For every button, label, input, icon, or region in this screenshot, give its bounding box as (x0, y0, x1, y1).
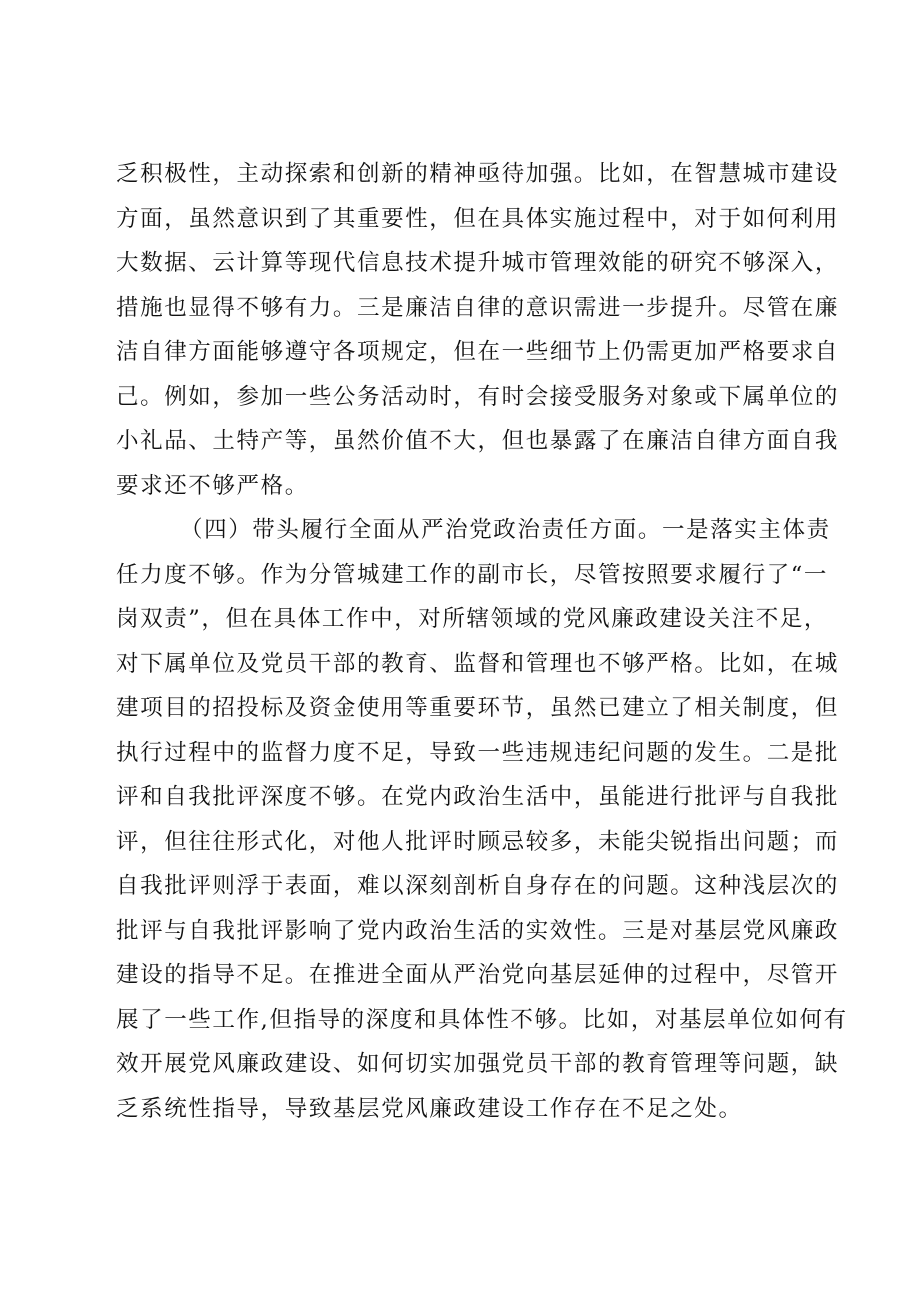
text-line: 要求还不够严格。 (116, 472, 309, 499)
text-line: 效开展党风廉政建设、如何切实加强党员干部的教育管理等问题，缺 (116, 1051, 840, 1077)
text-line: 建项目的招投标及资金使用等重要环节，虽然已建立了相关制度，但 (116, 695, 840, 721)
text-line: 小礼品、土特产等，虽然价值不大，但也暴露了在廉洁自律方面自我 (116, 428, 840, 454)
text-line: 乏系统性指导，导致基层党风廉政建设工作存在不足之处。 (116, 1095, 743, 1122)
text-line: 评和自我批评深度不够。在党内政治生活中，虽能进行批评与自我批 (116, 784, 840, 810)
text-line: 洁自律方面能够遵守各项规定，但在一些细节上仍需更加严格要求自 (116, 339, 840, 365)
text-line: （四）带头履行全面从严治党政治责任方面。一是落实主体责 (180, 517, 831, 543)
text-line: 方面，虽然意识到了其重要性，但在具体实施过程中，对于如何利用 (116, 205, 840, 232)
text-line: 批评与自我批评影响了党内政治生活的实效性。三是对基层党风廉政 (116, 917, 840, 944)
text-line: 执行过程中的监督力度不足，导致一些违规违纪问题的发生。二是批 (116, 739, 840, 766)
text-line: 自我批评则浮于表面，难以深刻剖析自身存在的问题。这种浅层次的 (116, 873, 840, 899)
text-line: 对下属单位及党员干部的教育、监督和管理也不够严格。比如，在城 (116, 650, 840, 677)
text-line: 乏积极性，主动探索和创新的精神亟待加强。比如，在智慧城市建设 (116, 161, 840, 187)
paragraph-2 (116, 508, 848, 1131)
text-line: 措施也显得不够有力。三是廉洁自律的意识需进一步提升。尽管在廉 (116, 294, 840, 321)
text-line: 评，但往往形式化，对他人批评时顾忌较多，未能尖锐指出问题；而 (116, 828, 840, 855)
text-line: 展了一些工作,但指导的深度和具体性不够。比如，对基层单位如何有 (116, 1006, 848, 1033)
text-line: 岗双责”，但在具体工作中，对所辖领域的党风廉政建设关注不足， (116, 606, 829, 632)
text-line: 建设的指导不足。在推进全面从严治党向基层延伸的过程中，尽管开 (116, 962, 840, 988)
text-line: 大数据、云计算等现代信息技术提升城市管理效能的研究不够深入， (116, 250, 840, 276)
text-line: 任力度不够。作为分管城建工作的副市长，尽管按照要求履行了“一 (116, 561, 829, 588)
body-text (116, 152, 848, 1131)
text-line: 己。例如，参加一些公务活动时，有时会接受服务对象或下属单位的 (116, 383, 840, 410)
paragraph-1 (116, 152, 840, 508)
